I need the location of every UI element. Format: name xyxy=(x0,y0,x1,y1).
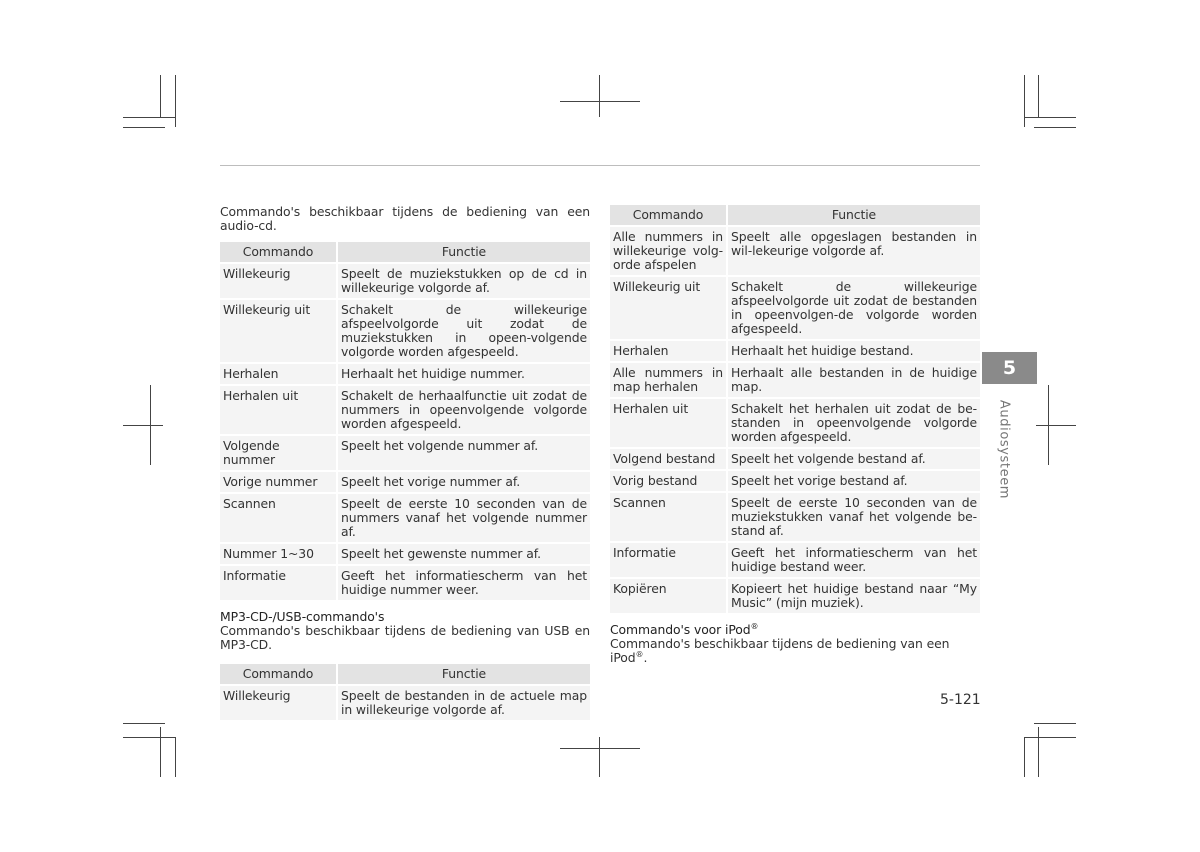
audio-cd-commands-table xyxy=(220,242,590,602)
function-cell: Speelt het volgende nummer af. xyxy=(337,435,590,471)
command-cell: Alle nummers in map herhalen xyxy=(610,362,727,398)
table-row xyxy=(220,471,590,493)
table-row xyxy=(220,685,590,721)
table-row xyxy=(220,435,590,471)
chapter-label-wrap xyxy=(994,400,1014,520)
table-row xyxy=(220,385,590,435)
table-row xyxy=(610,578,980,614)
registration-mark xyxy=(599,737,600,777)
function-cell: Herhaalt alle bestanden in de huidige map. xyxy=(727,362,980,398)
command-cell: Volgende nummer xyxy=(220,435,337,471)
function-cell: Speelt alle opgeslagen bestanden in wil-lekeurige volgorde af. xyxy=(727,226,980,276)
function-cell: Herhaalt het huidige bestand. xyxy=(727,340,980,362)
registered-mark: ® xyxy=(635,649,644,659)
registered-mark: ® xyxy=(750,621,759,631)
chapter-tab: 5 xyxy=(982,352,1037,384)
crop-mark xyxy=(175,75,176,127)
column-header-functie: Functie xyxy=(337,242,590,263)
column-header-commando: Commando xyxy=(220,242,337,263)
function-cell: Schakelt de willekeurige afspeelvolgorde uit zodat de muziekstukken in opeen-volgende volgorde worden afgespeeld. xyxy=(337,299,590,363)
command-cell: Volgend bestand xyxy=(610,448,727,470)
command-cell: Herhalen uit xyxy=(220,385,337,435)
command-cell: Kopiëren xyxy=(610,578,727,614)
crop-mark xyxy=(1024,737,1025,777)
table-row xyxy=(220,493,590,543)
crop-mark xyxy=(123,723,165,724)
table-row xyxy=(220,263,590,299)
function-cell: Kopieert het huidige bestand naar “My Music” (mijn muziek). xyxy=(727,578,980,614)
command-cell: Vorig bestand xyxy=(610,470,727,492)
function-cell: Schakelt de willekeurige afspeelvolgorde uit zodat de bestanden in opeenvolgen-de volgorde worden afgespeeld. xyxy=(727,276,980,340)
registration-mark xyxy=(123,425,163,426)
command-cell: Willekeurig xyxy=(220,685,337,721)
table-row xyxy=(610,276,980,340)
table-row xyxy=(220,543,590,565)
ipod-intro-period: . xyxy=(643,650,648,665)
crop-mark xyxy=(175,737,176,777)
ipod-heading xyxy=(610,623,980,637)
column-header-functie: Functie xyxy=(727,205,980,226)
command-cell: Willekeurig uit xyxy=(220,299,337,363)
registration-mark xyxy=(1036,425,1076,426)
mp3-usb-intro: Commando's beschikbaar tijdens de bediening van USB en MP3-CD. xyxy=(220,623,590,652)
function-cell: Speelt het vorige nummer af. xyxy=(337,471,590,493)
function-cell: Geeft het informatiescherm van het huidige nummer weer. xyxy=(337,565,590,601)
table-row xyxy=(220,299,590,363)
function-cell: Speelt de bestanden in de actuele map in willekeurige volgorde af. xyxy=(337,685,590,721)
function-cell: Herhaalt het huidige nummer. xyxy=(337,363,590,385)
table-row xyxy=(220,565,590,601)
function-cell: Geeft het informatiescherm van het huidige bestand weer. xyxy=(727,542,980,578)
command-cell: Scannen xyxy=(220,493,337,543)
command-cell: Herhalen xyxy=(220,363,337,385)
command-cell: Scannen xyxy=(610,492,727,542)
table-row xyxy=(610,398,980,448)
crop-mark xyxy=(1034,723,1076,724)
table-header-row xyxy=(610,205,980,226)
command-cell: Vorige nummer xyxy=(220,471,337,493)
chapter-label: Audiosysteem xyxy=(996,399,1012,500)
command-cell: Willekeurig xyxy=(220,263,337,299)
left-column xyxy=(220,205,590,722)
crop-mark xyxy=(160,75,161,117)
registration-mark xyxy=(560,748,640,749)
mp3-usb-commands-table xyxy=(220,664,590,722)
table-row xyxy=(220,363,590,385)
crop-mark xyxy=(1024,75,1025,127)
function-cell: Speelt het gewenste nummer af. xyxy=(337,543,590,565)
header-rule xyxy=(220,165,980,166)
table-header-row xyxy=(220,664,590,685)
table-row xyxy=(610,492,980,542)
table-row xyxy=(610,340,980,362)
registration-mark xyxy=(560,101,640,102)
registration-mark xyxy=(599,75,600,117)
ipod-intro-text: Commando's beschikbaar tijdens de bediening van een iPod xyxy=(610,636,950,665)
page-number: 5-121 xyxy=(940,692,981,708)
column-header-commando: Commando xyxy=(610,205,727,226)
table-row xyxy=(610,226,980,276)
crop-mark xyxy=(1024,737,1076,738)
command-cell: Informatie xyxy=(610,542,727,578)
table-row xyxy=(610,448,980,470)
function-cell: Speelt de eerste 10 seconden van de muziekstukken vanaf het volgende be-stand af. xyxy=(727,492,980,542)
command-cell: Willekeurig uit xyxy=(610,276,727,340)
table-header-row xyxy=(220,242,590,263)
command-cell: Herhalen xyxy=(610,340,727,362)
crop-mark xyxy=(1038,727,1039,777)
command-cell: Nummer 1~30 xyxy=(220,543,337,565)
crop-mark xyxy=(1024,117,1076,118)
function-cell: Speelt de eerste 10 seconden van de nummers vanaf het volgende nummer af. xyxy=(337,493,590,543)
crop-mark xyxy=(123,737,175,738)
audio-cd-intro: Commando's beschikbaar tijdens de bediening van een audio-cd. xyxy=(220,204,590,233)
crop-mark xyxy=(160,727,161,777)
table-row xyxy=(610,362,980,398)
function-cell: Speelt de muziekstukken op de cd in willekeurige volgorde af. xyxy=(337,263,590,299)
ipod-heading-text: Commando's voor iPod xyxy=(610,622,751,637)
function-cell: Schakelt de herhaalfunctie uit zodat de nummers in opeenvolgende volgorde worden afgespeeld. xyxy=(337,385,590,435)
ipod-intro xyxy=(610,637,980,665)
crop-mark xyxy=(123,117,175,118)
column-header-commando: Commando xyxy=(220,664,337,685)
command-cell: Informatie xyxy=(220,565,337,601)
function-cell: Schakelt het herhalen uit zodat de be-standen in opeenvolgende volgorde worden afgespeeld. xyxy=(727,398,980,448)
command-cell: Alle nummers in willekeurige volg-orde afspelen xyxy=(610,226,727,276)
command-cell: Herhalen uit xyxy=(610,398,727,448)
function-cell: Speelt het vorige bestand af. xyxy=(727,470,980,492)
crop-mark xyxy=(123,127,165,128)
right-column xyxy=(610,205,980,665)
column-header-functie: Functie xyxy=(337,664,590,685)
mp3-usb-heading: MP3-CD-/USB-commando's xyxy=(220,609,385,624)
function-cell: Speelt het volgende bestand af. xyxy=(727,448,980,470)
table-row xyxy=(610,542,980,578)
crop-mark xyxy=(1038,75,1039,117)
crop-mark xyxy=(1034,127,1076,128)
mp3-usb-commands-table-continued xyxy=(610,205,980,615)
table-row xyxy=(610,470,980,492)
